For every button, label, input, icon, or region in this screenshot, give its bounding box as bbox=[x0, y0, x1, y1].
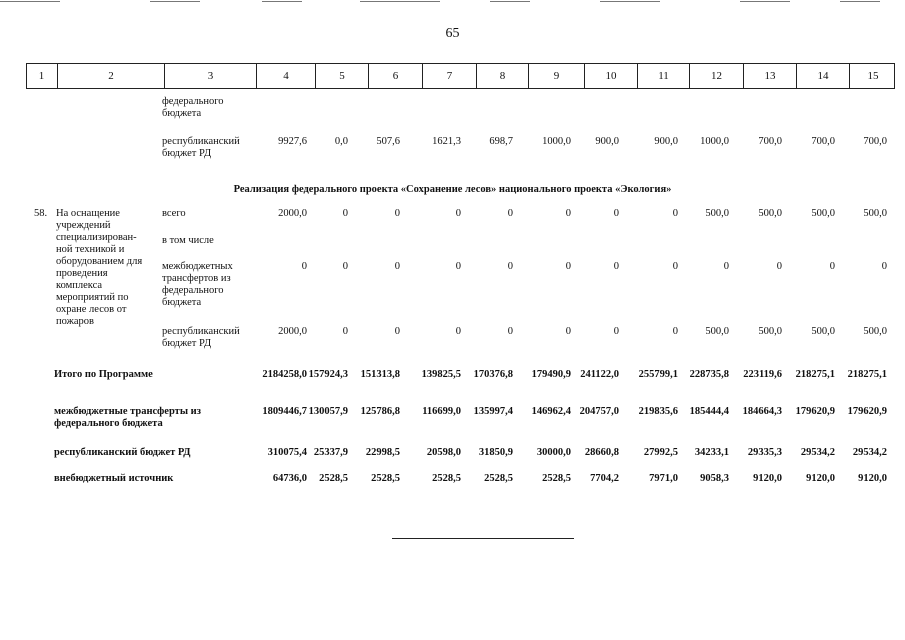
total-3-value-col-10: 7704,2 bbox=[590, 473, 619, 484]
total-1-value-col-13: 184664,3 bbox=[742, 406, 782, 417]
rep-budget-value-col-6: 507,6 bbox=[376, 136, 400, 147]
rep-budget-value-col-10: 900,0 bbox=[595, 136, 619, 147]
item-transfer-value-col-4: 0 bbox=[301, 261, 307, 272]
total-2-value-col-8: 31850,9 bbox=[478, 447, 513, 458]
item-total-value-col-12: 500,0 bbox=[705, 208, 729, 219]
total-3-value-col-5: 2528,5 bbox=[319, 473, 348, 484]
rep-budget-value-col-11: 900,0 bbox=[654, 136, 678, 147]
total-1-value-col-9: 146962,4 bbox=[531, 406, 571, 417]
item-transfer-value-col-12: 0 bbox=[723, 261, 729, 272]
total-0-value-col-13: 223119,6 bbox=[743, 369, 782, 380]
total-1-value-col-7: 116699,0 bbox=[422, 406, 461, 417]
total-0-value-col-5: 157924,3 bbox=[308, 369, 348, 380]
rep-budget-value-col-15: 700,0 bbox=[863, 136, 887, 147]
total-0-value-col-4: 2184258,0 bbox=[262, 369, 307, 380]
total-3-value-col-8: 2528,5 bbox=[484, 473, 513, 484]
item-name: На оснащение учреждений специализирован- ной техникой и оборудованием для проведения комплекса мероприятий по охране лесов от пожаров bbox=[56, 208, 143, 327]
scan-edge-line bbox=[150, 1, 200, 2]
item-total-value-col-7: 0 bbox=[455, 208, 461, 219]
column-header-12: 12 bbox=[689, 64, 743, 88]
total-1-value-col-6: 125786,8 bbox=[360, 406, 400, 417]
item-transfer-value-col-15: 0 bbox=[881, 261, 887, 272]
rep-budget-value-col-12: 1000,0 bbox=[700, 136, 729, 147]
rep-budget-value-col-8: 698,7 bbox=[489, 136, 513, 147]
item-total-value-col-14: 500,0 bbox=[811, 208, 835, 219]
total-0-value-col-12: 228735,8 bbox=[689, 369, 729, 380]
scan-edge-line bbox=[0, 1, 60, 2]
total-2-value-col-4: 310075,4 bbox=[267, 447, 307, 458]
item-including-label: в том числе bbox=[162, 235, 214, 246]
total-1-value-col-14: 179620,9 bbox=[795, 406, 835, 417]
total-0-value-col-11: 255799,1 bbox=[638, 369, 678, 380]
total-1-value-col-5: 130057,9 bbox=[308, 406, 348, 417]
item-rep-value-col-11: 0 bbox=[672, 326, 678, 337]
scan-edge-line bbox=[360, 1, 440, 2]
item-transfer-value-col-14: 0 bbox=[829, 261, 835, 272]
total-2-value-col-5: 25337,9 bbox=[313, 447, 348, 458]
scan-edge-line bbox=[740, 1, 790, 2]
item-transfer-value-col-9: 0 bbox=[565, 261, 571, 272]
total-0-value-col-15: 218275,1 bbox=[847, 369, 887, 380]
item-rep-value-col-5: 0 bbox=[342, 326, 348, 337]
item-rep-value-col-4: 2000,0 bbox=[278, 326, 307, 337]
item-rep-value-col-10: 0 bbox=[613, 326, 619, 337]
fed-budget-label: федерального бюджета bbox=[162, 96, 224, 119]
item-rep-value-col-7: 0 bbox=[455, 326, 461, 337]
total-1-value-col-12: 185444,4 bbox=[689, 406, 729, 417]
total-2-value-col-10: 28660,8 bbox=[584, 447, 619, 458]
column-header-10: 10 bbox=[584, 64, 637, 88]
total-3-value-col-15: 9120,0 bbox=[858, 473, 887, 484]
total-label-1: межбюджетные трансферты из федерального бюджета bbox=[54, 406, 201, 429]
column-header-2: 2 bbox=[57, 64, 164, 88]
total-1-value-col-15: 179620,9 bbox=[847, 406, 887, 417]
rep-budget-label: республиканский бюджет РД bbox=[162, 136, 240, 159]
item-transfer-label: межбюджетных трансфертов из федерального бюджета bbox=[162, 261, 233, 308]
item-total-value-col-10: 0 bbox=[613, 208, 619, 219]
item-total-value-col-4: 2000,0 bbox=[278, 208, 307, 219]
total-1-value-col-10: 204757,0 bbox=[579, 406, 619, 417]
rep-budget-value-col-5: 0,0 bbox=[334, 136, 348, 147]
item-total-value-col-9: 0 bbox=[565, 208, 571, 219]
total-3-value-col-7: 2528,5 bbox=[432, 473, 461, 484]
column-header-11: 11 bbox=[637, 64, 689, 88]
item-rep-value-col-15: 500,0 bbox=[863, 326, 887, 337]
column-header-14: 14 bbox=[796, 64, 849, 88]
item-transfer-value-col-7: 0 bbox=[455, 261, 461, 272]
item-total-value-col-6: 0 bbox=[394, 208, 400, 219]
item-total-label: всего bbox=[162, 208, 186, 219]
total-2-value-col-6: 22998,5 bbox=[365, 447, 400, 458]
item-rep-value-col-6: 0 bbox=[394, 326, 400, 337]
rep-budget-value-col-4: 9927,6 bbox=[278, 136, 307, 147]
item-rep-value-col-12: 500,0 bbox=[705, 326, 729, 337]
item-rep-value-col-14: 500,0 bbox=[811, 326, 835, 337]
total-3-value-col-4: 64736,0 bbox=[272, 473, 307, 484]
item-rep-value-col-13: 500,0 bbox=[758, 326, 782, 337]
item-transfer-value-col-6: 0 bbox=[394, 261, 400, 272]
total-2-value-col-11: 27992,5 bbox=[643, 447, 678, 458]
total-0-value-col-14: 218275,1 bbox=[795, 369, 835, 380]
total-2-value-col-9: 30000,0 bbox=[536, 447, 571, 458]
item-transfer-value-col-11: 0 bbox=[672, 261, 678, 272]
item-transfer-value-col-8: 0 bbox=[507, 261, 513, 272]
item-transfer-value-col-5: 0 bbox=[342, 261, 348, 272]
total-1-value-col-4: 1809446,7 bbox=[262, 406, 307, 417]
total-2-value-col-15: 29534,2 bbox=[852, 447, 887, 458]
total-2-value-col-7: 20598,0 bbox=[426, 447, 461, 458]
column-header-1: 1 bbox=[38, 70, 45, 82]
item-total-value-col-5: 0 bbox=[342, 208, 348, 219]
item-rep-value-col-8: 0 bbox=[507, 326, 513, 337]
scan-edge-line bbox=[840, 1, 880, 2]
total-2-value-col-12: 34233,1 bbox=[694, 447, 729, 458]
rep-budget-value-col-9: 1000,0 bbox=[542, 136, 571, 147]
column-header-13: 13 bbox=[743, 64, 796, 88]
scan-edge-line bbox=[490, 1, 530, 2]
item-transfer-value-col-10: 0 bbox=[613, 261, 619, 272]
total-1-value-col-8: 135997,4 bbox=[473, 406, 513, 417]
item-total-value-col-15: 500,0 bbox=[863, 208, 887, 219]
total-0-value-col-6: 151313,8 bbox=[360, 369, 400, 380]
total-3-value-col-13: 9120,0 bbox=[753, 473, 782, 484]
total-0-value-col-8: 170376,8 bbox=[473, 369, 513, 380]
item-rep-value-col-9: 0 bbox=[565, 326, 571, 337]
column-header-3: 3 bbox=[164, 64, 256, 88]
rep-budget-value-col-13: 700,0 bbox=[758, 136, 782, 147]
column-header-8: 8 bbox=[476, 64, 528, 88]
total-3-value-col-9: 2528,5 bbox=[542, 473, 571, 484]
total-label-2: республиканский бюджет РД bbox=[54, 447, 191, 458]
item-total-value-col-13: 500,0 bbox=[758, 208, 782, 219]
column-header-6: 6 bbox=[368, 64, 422, 88]
rep-budget-value-col-7: 1621,3 bbox=[432, 136, 461, 147]
column-header-5: 5 bbox=[315, 64, 368, 88]
item-total-value-col-8: 0 bbox=[507, 208, 513, 219]
total-2-value-col-14: 29534,2 bbox=[800, 447, 835, 458]
total-3-value-col-6: 2528,5 bbox=[371, 473, 400, 484]
rep-budget-value-col-14: 700,0 bbox=[811, 136, 835, 147]
column-header-15: 15 bbox=[849, 64, 896, 88]
total-0-value-col-10: 241122,0 bbox=[580, 369, 619, 380]
item-total-value-col-11: 0 bbox=[672, 208, 678, 219]
page-number: 65 bbox=[445, 26, 460, 41]
total-1-value-col-11: 219835,6 bbox=[638, 406, 678, 417]
total-2-value-col-13: 29335,3 bbox=[747, 447, 782, 458]
column-header-4: 4 bbox=[256, 64, 315, 88]
total-label-3: внебюджетный источник bbox=[54, 473, 174, 484]
total-3-value-col-12: 9058,3 bbox=[700, 473, 729, 484]
total-label-0: Итого по Программе bbox=[54, 369, 153, 380]
scan-edge-line bbox=[262, 1, 302, 2]
section-title: Реализация федерального проекта «Сохранение лесов» национального проекта «Экология» bbox=[233, 184, 672, 195]
column-header-7: 7 bbox=[422, 64, 476, 88]
total-0-value-col-9: 179490,9 bbox=[531, 369, 571, 380]
total-3-value-col-11: 7971,0 bbox=[649, 473, 678, 484]
total-0-value-col-7: 139825,5 bbox=[421, 369, 461, 380]
scan-edge-line bbox=[600, 1, 660, 2]
column-header-row bbox=[26, 63, 895, 89]
item-number: 58. bbox=[34, 208, 48, 219]
end-rule bbox=[392, 538, 574, 539]
item-transfer-value-col-13: 0 bbox=[776, 261, 782, 272]
column-header-9: 9 bbox=[528, 64, 584, 88]
total-3-value-col-14: 9120,0 bbox=[806, 473, 835, 484]
item-rep-label: республиканский бюджет РД bbox=[162, 326, 240, 349]
